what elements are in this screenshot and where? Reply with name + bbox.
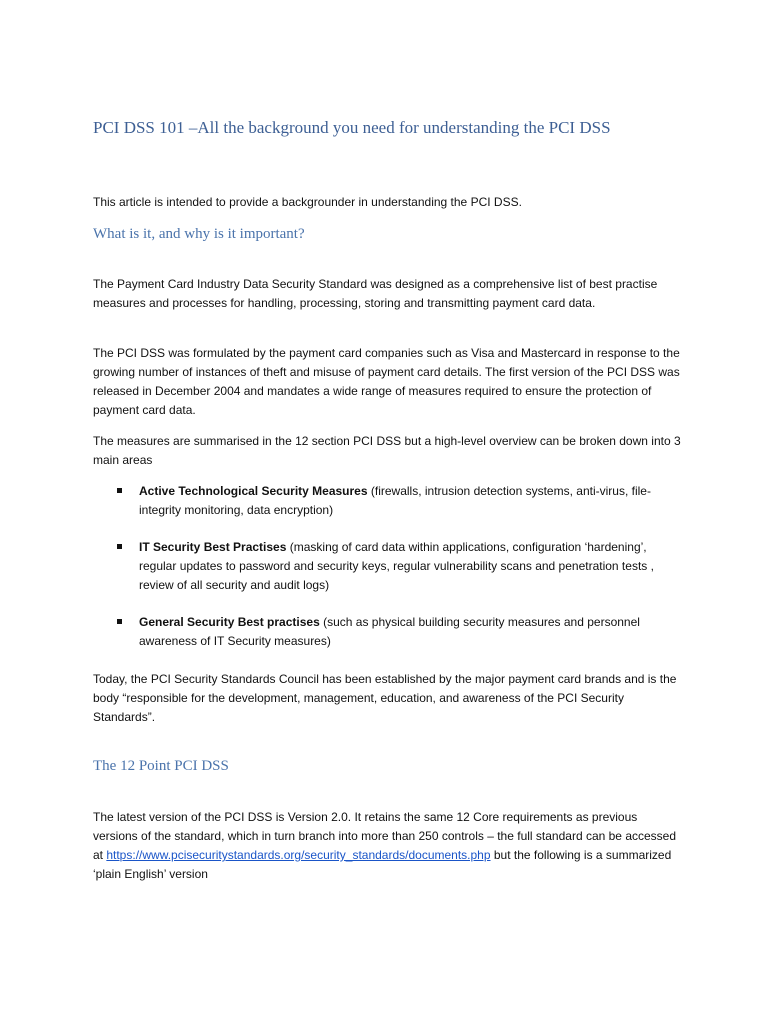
bullet-square-icon bbox=[117, 544, 122, 549]
paragraph-history: The PCI DSS was formulated by the payment card companies such as Visa and Mastercard in response to the growing number of instances of theft and misuse of payment card details. The first version of the PCI DSS was released in December 2004 and mandates a wide range of measures required to ensure the protection of payment card data. bbox=[93, 346, 680, 417]
intro-paragraph: This article is intended to provide a backgrounder in understanding the PCI DSS. bbox=[93, 195, 522, 209]
paragraph-overview: The measures are summarised in the 12 section PCI DSS but a high-level overview can be broken down into 3 main areas bbox=[93, 434, 681, 467]
list-item-text bbox=[139, 613, 669, 651]
list-item-text bbox=[139, 538, 669, 595]
paragraph-council: Today, the PCI Security Standards Council has been established by the major payment card brands and is the body “responsible for the development, management, education, and awareness of the PCI Security Standards”. bbox=[93, 672, 677, 724]
pci-documents-link[interactable]: https://www.pcisecuritystandards.org/security_standards/documents.php bbox=[106, 848, 491, 862]
list-item-bold-label: Active Technological Security Measures bbox=[139, 484, 368, 498]
paragraph-text-after-link: but the following is a summarized ‘plain English’ version bbox=[93, 848, 672, 881]
list-item-bold-label: IT Security Best Practises bbox=[139, 540, 287, 554]
section-heading-12-point: The 12 Point PCI DSS bbox=[93, 758, 229, 774]
paragraph-definition: The Payment Card Industry Data Security Standard was designed as a comprehensive list of best practise measures and processes for handling, processing, storing and transmitting payment card data. bbox=[93, 277, 658, 310]
list-item-text bbox=[139, 482, 669, 520]
bullet-square-icon bbox=[117, 488, 122, 493]
list-item-bold-label: General Security Best practises bbox=[139, 615, 320, 629]
paragraph-latest-version bbox=[93, 808, 683, 884]
section-heading-what-is-it: What is it, and why is it important? bbox=[93, 226, 305, 242]
list-item-description: (such as physical building security measures and personnel awareness of IT Security measures) bbox=[139, 615, 640, 648]
list-item-description: (masking of card data within applications, configuration ‘hardening’, regular updates to password and security keys, regular vulnerability scans and penetration tests , review of all security and audit logs) bbox=[139, 540, 654, 592]
list-item-description: (firewalls, intrusion detection systems, anti-virus, file-integrity monitoring, data encryption) bbox=[139, 484, 651, 517]
bullet-square-icon bbox=[117, 619, 122, 624]
paragraph-text-before-link: The latest version of the PCI DSS is Version 2.0. It retains the same 12 Core requirements as previous versions of the standard, which in turn branch into more than 250 controls – the full standard can be accessed at bbox=[93, 810, 677, 862]
document-title: PCI DSS 101 –All the background you need for understanding the PCI DSS bbox=[93, 118, 611, 137]
